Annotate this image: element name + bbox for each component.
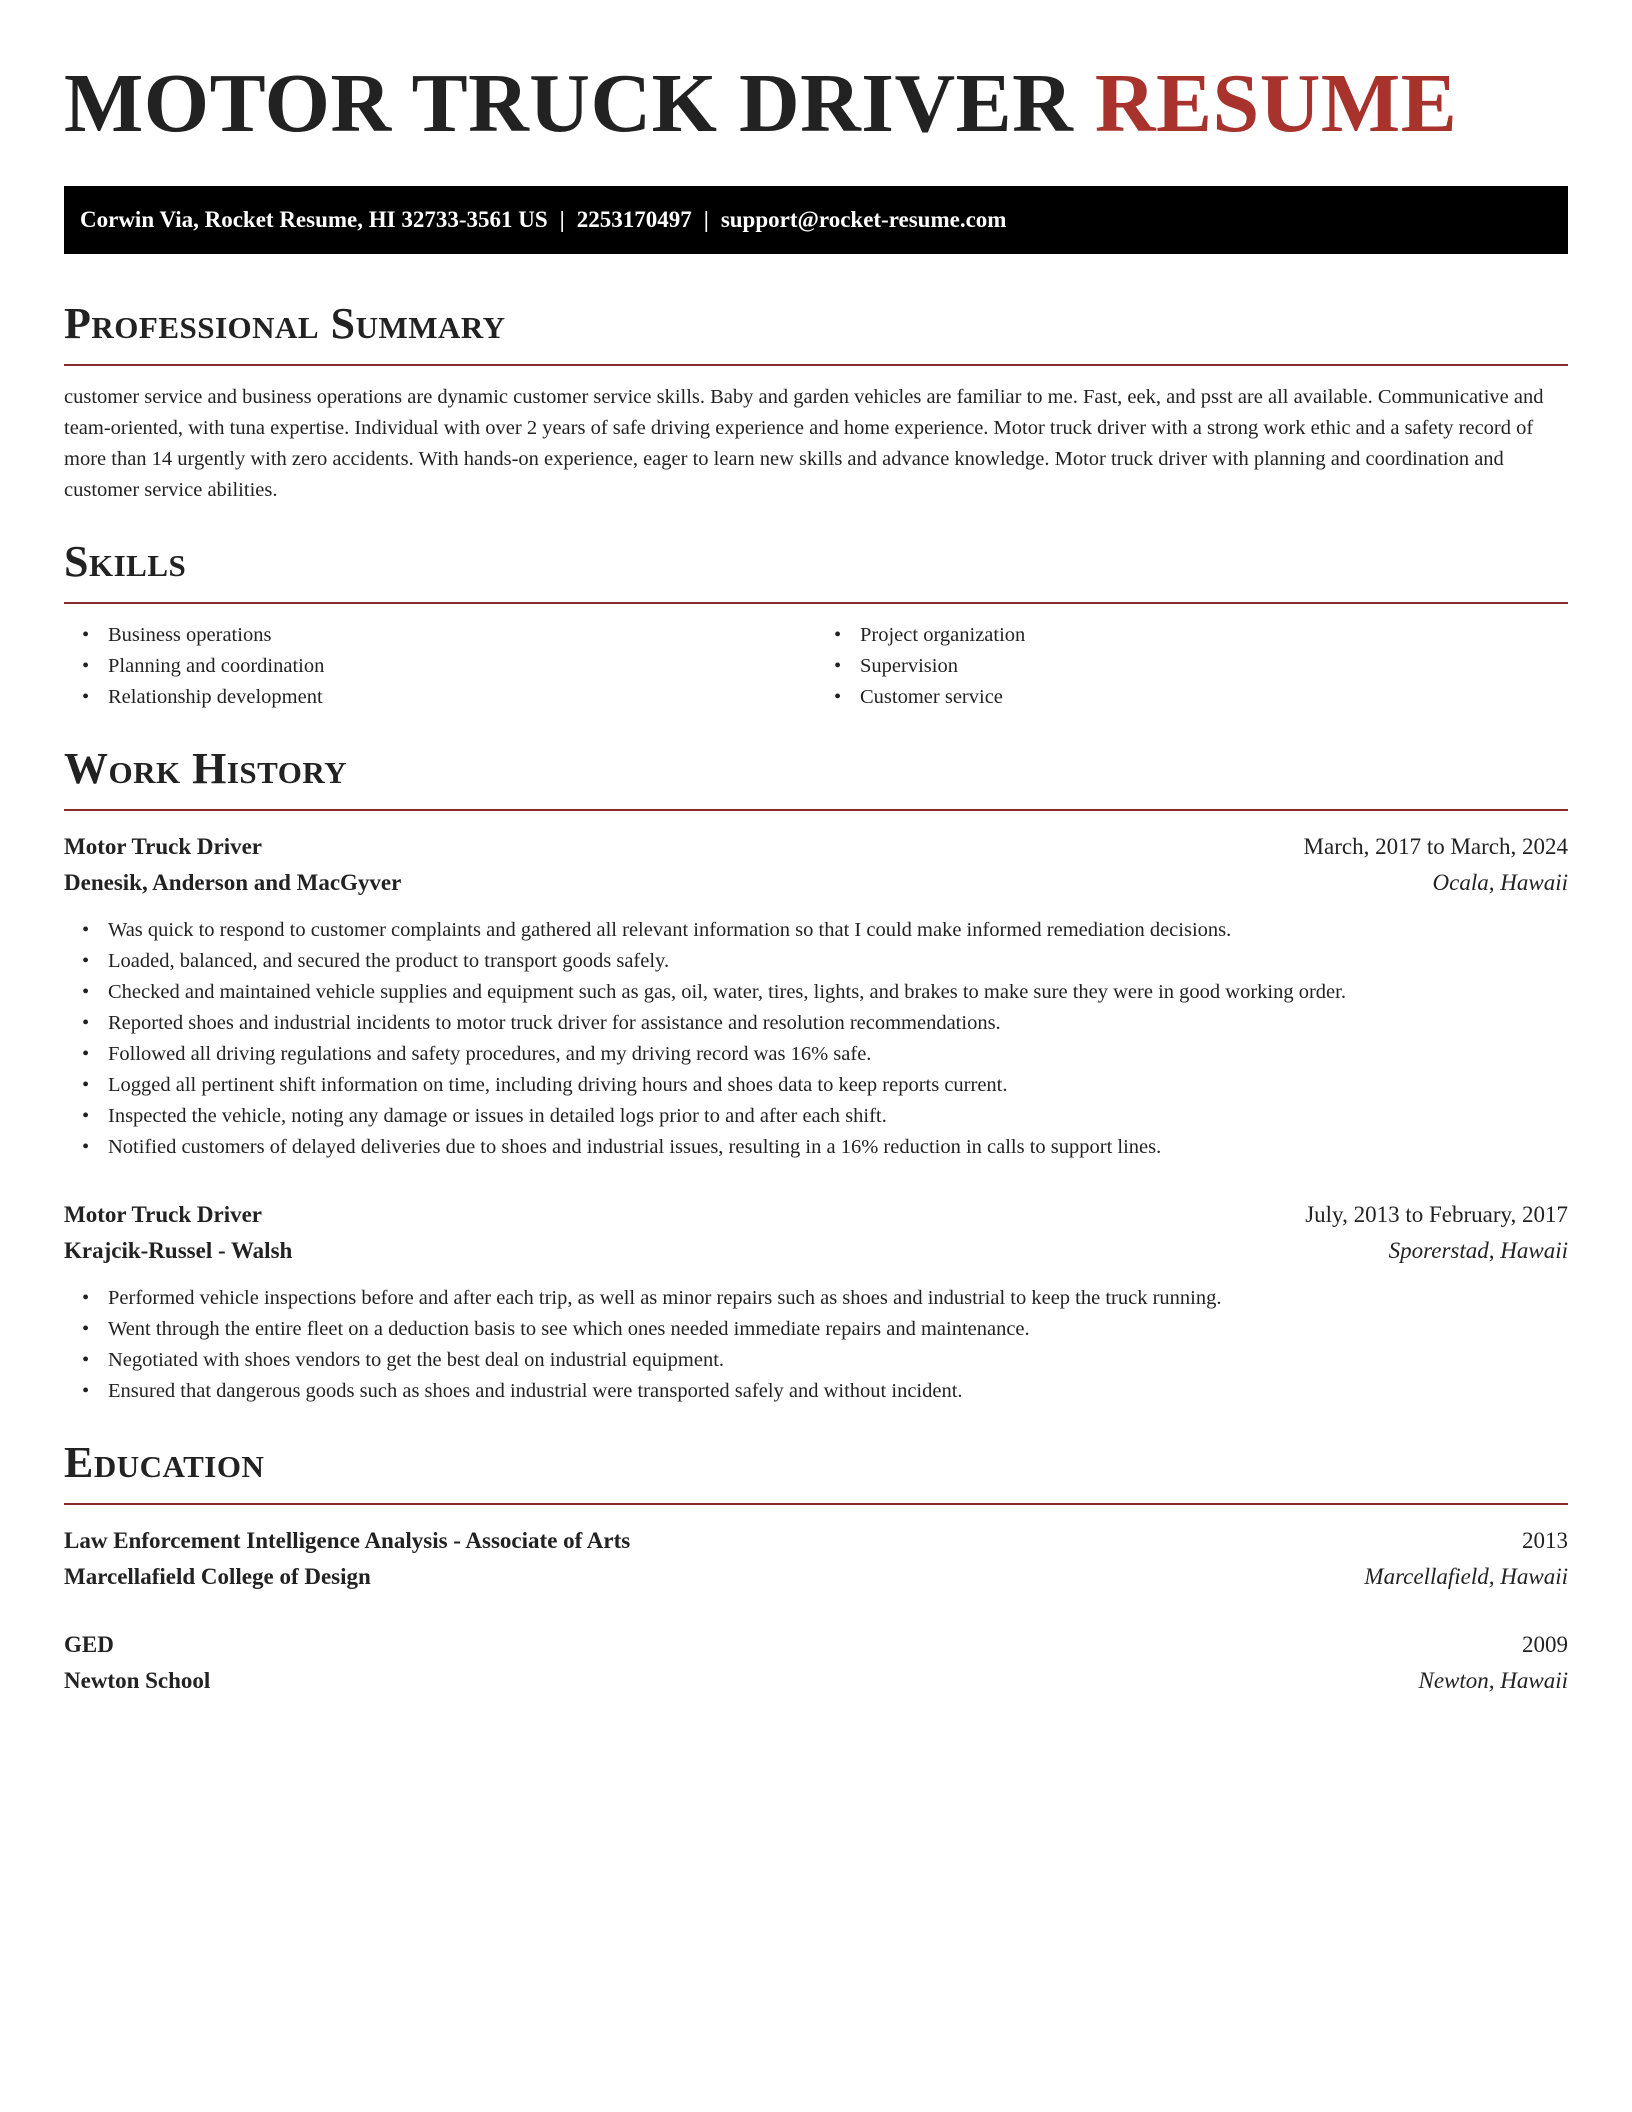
job-bullets [64,915,1568,1163]
skill-item: • Business operations [108,620,816,651]
education-header [64,1627,1568,1663]
job-bullet: • Was quick to respond to customer complaints and gathered all relevant information so that I could make informed remediation decisions. [108,915,1568,946]
title-main: MOTOR TRUCK DRIVER [64,57,1074,150]
education-subheader [64,1663,1568,1699]
education-school: Marcellafield College of Design [64,1564,371,1589]
skill-item: • Supervision [860,651,1568,682]
job-bullet: • Logged all pertinent shift information on time, including driving hours and shoes data to keep reports current. [108,1070,1568,1101]
summary-heading: Professional Summary [64,299,506,348]
education-entry [64,1627,1568,1699]
resume-title [64,54,1568,154]
skills-list-left [64,620,816,713]
summary-text: customer service and business operations are dynamic customer service skills. Baby and garden vehicles are familiar to me. Fast, eek, and psst are all available. Communicative and team-oriented, with tuna expertise. Individual with over 2 years of safe driving experience and home experience. Motor truck driver with a strong work ethic and a safety record of more than 14 urgently with zero accidents. With hands-on experience, eager to learn new skills and advance knowledge. Motor truck driver with planning and coordination and customer service abilities. [64,386,1544,501]
skills-heading: Skills [64,537,187,586]
section-divider [64,364,1568,366]
job-bullet: • Negotiated with shoes vendors to get the best deal on industrial equipment. [108,1345,1568,1376]
summary-section [64,298,1568,506]
job-entry [64,1197,1568,1407]
education-year: 2009 [1522,1632,1568,1657]
job-title: Motor Truck Driver [64,1202,263,1227]
job-title: Motor Truck Driver [64,834,263,859]
skill-item: • Planning and coordination [108,651,816,682]
contact-separator: | [703,207,709,232]
skill-item: • Project organization [860,620,1568,651]
contact-phone: 2253170497 [576,207,692,232]
job-bullet: • Performed vehicle inspections before and after each trip, as well as minor repairs such as shoes and industrial to keep the truck running. [108,1283,1568,1314]
job-subheader [64,865,1568,901]
job-bullets [64,1283,1568,1407]
education-subheader [64,1559,1568,1595]
section-divider [64,602,1568,604]
job-dates: July, 2013 to February, 2017 [1305,1202,1568,1227]
contact-email[interactable]: support@rocket-resume.com [720,207,1007,232]
education-degree: Law Enforcement Intelligence Analysis - Associate of Arts [64,1528,631,1553]
skills-section [64,536,1568,713]
job-bullet: • Reported shoes and industrial incidents to motor truck driver for assistance and resolution recommendations. [108,1008,1568,1039]
skill-item: • Relationship development [108,682,816,713]
skill-item: • Customer service [860,682,1568,713]
education-heading: Education [64,1438,265,1487]
title-accent: RESUME [1094,57,1458,150]
job-header [64,829,1568,865]
skills-list-right [816,620,1568,713]
education-degree: GED [64,1632,114,1657]
skills-grid [64,620,1568,713]
section-divider [64,809,1568,811]
job-bullet: • Went through the entire fleet on a deduction basis to see which ones needed immediate repairs and maintenance. [108,1314,1568,1345]
work-history-heading: Work History [64,744,348,793]
job-bullet: • Notified customers of delayed deliveries due to shoes and industrial issues, resulting in a 16% reduction in calls to support lines. [108,1132,1568,1163]
job-bullet: • Inspected the vehicle, noting any damage or issues in detailed logs prior to and after each shift. [108,1101,1568,1132]
job-dates: March, 2017 to March, 2024 [1303,834,1568,859]
job-company: Krajcik-Russel - Walsh [64,1238,293,1263]
section-divider [64,1503,1568,1505]
job-company: Denesik, Anderson and MacGyver [64,870,402,895]
education-entry [64,1523,1568,1595]
contact-address: Corwin Via, Rocket Resume, HI 32733-3561 US [80,207,548,232]
education-year: 2013 [1522,1528,1568,1553]
job-header [64,1197,1568,1233]
education-section [64,1437,1568,1699]
contact-bar [64,186,1568,254]
education-location: Marcellafield, Hawaii [1364,1564,1568,1589]
job-bullet: • Loaded, balanced, and secured the product to transport goods safely. [108,946,1568,977]
job-location: Ocala, Hawaii [1432,870,1568,895]
education-school: Newton School [64,1668,211,1693]
education-location: Newton, Hawaii [1418,1668,1568,1693]
contact-separator: | [559,207,565,232]
job-bullet: • Ensured that dangerous goods such as shoes and industrial were transported safely and without incident. [108,1376,1568,1407]
job-entry [64,829,1568,1163]
job-bullet: • Checked and maintained vehicle supplies and equipment such as gas, oil, water, tires, lights, and brakes to make sure they were in good working order. [108,977,1568,1008]
work-history-section [64,743,1568,1407]
education-header [64,1523,1568,1559]
job-bullet: • Followed all driving regulations and safety procedures, and my driving record was 16% safe. [108,1039,1568,1070]
job-subheader [64,1233,1568,1269]
job-location: Sporerstad, Hawaii [1388,1238,1568,1263]
